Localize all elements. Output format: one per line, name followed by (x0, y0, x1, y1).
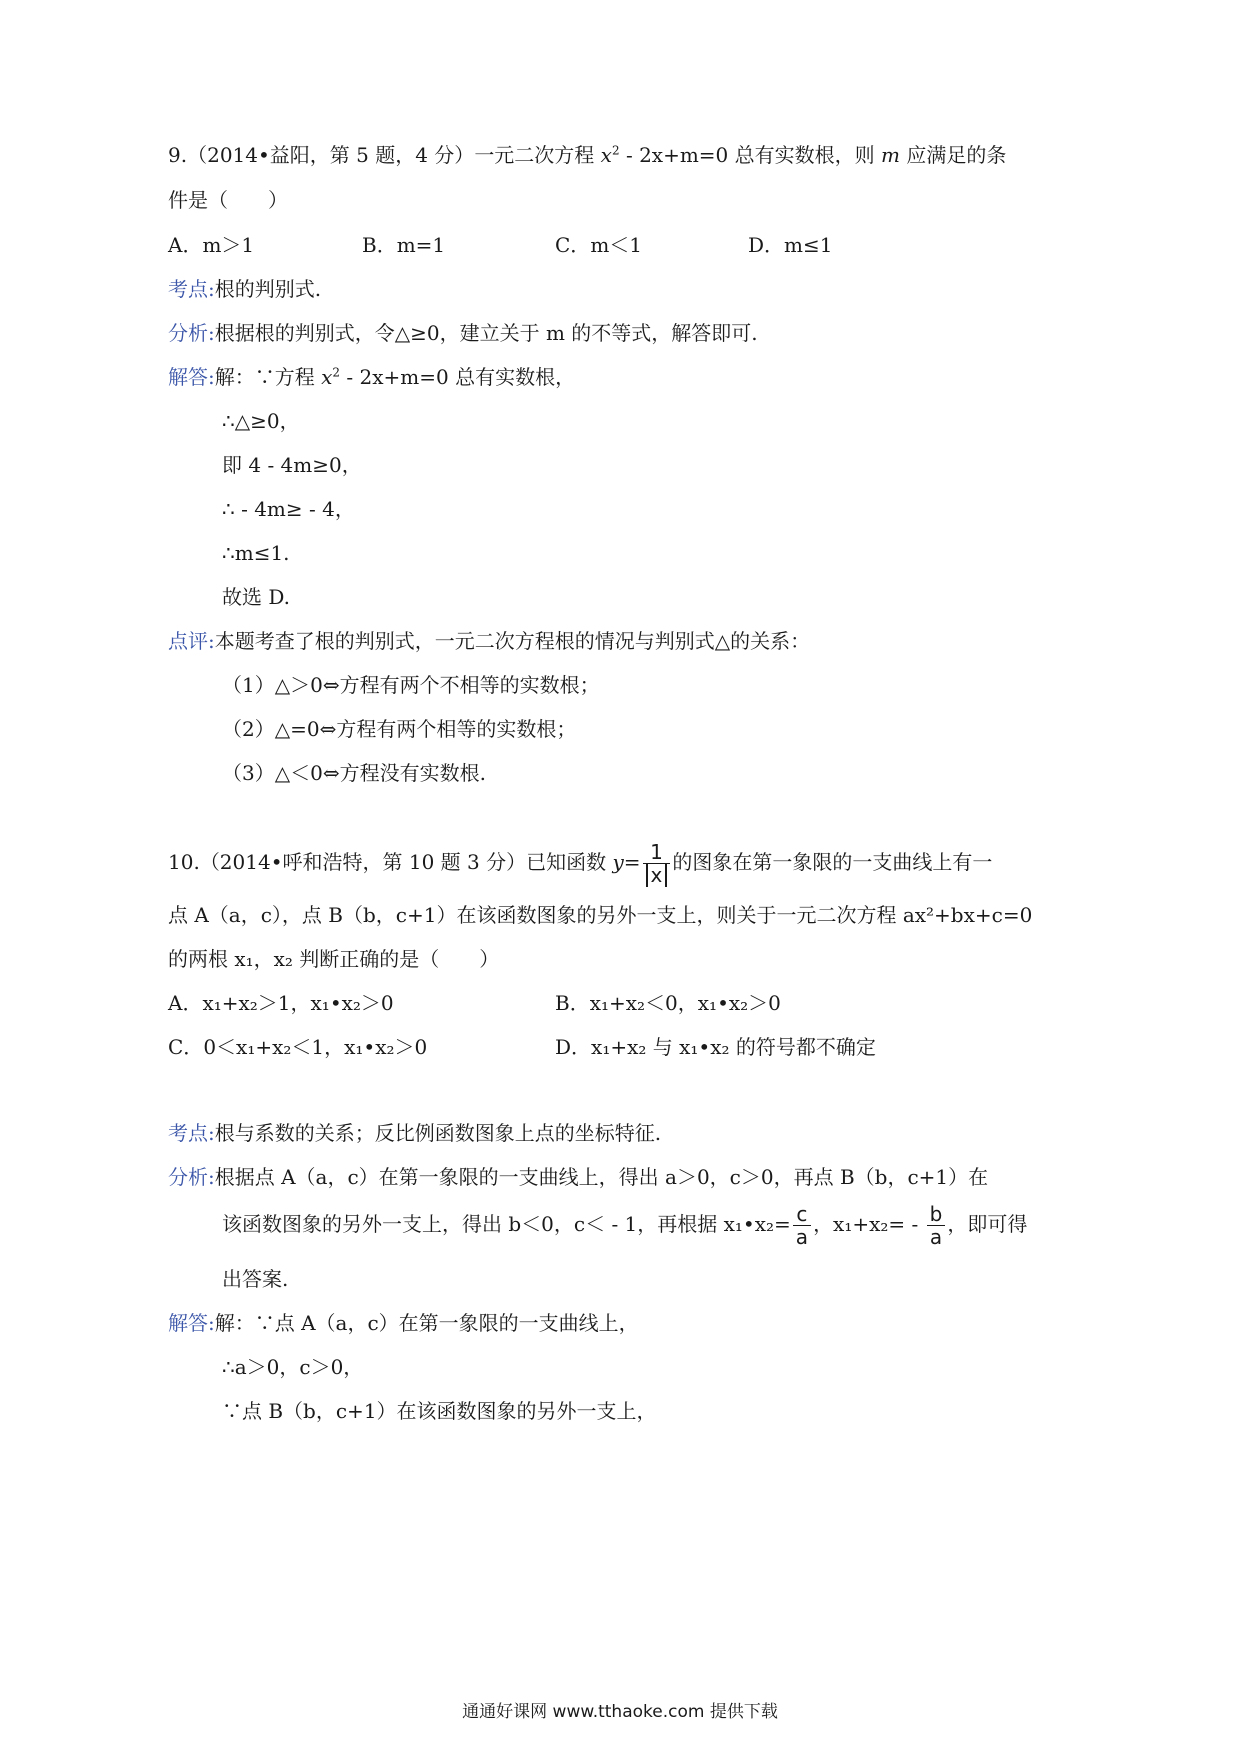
q9-option-d: D．m≤1 (748, 233, 833, 257)
q10-option-c: C．0＜x₁+x₂＜1，x₁•x₂＞0 (168, 1035, 428, 1059)
q9-case: （3）△＜0⇔方程没有实数根. (222, 761, 486, 785)
q9-step: ∴△≥0， (222, 409, 300, 433)
fenxi-label: 分析: (168, 321, 215, 345)
q9-step: 故选 D. (222, 585, 291, 609)
q9-step: ∴m≤1. (222, 541, 290, 565)
q10-fenxi: 分析:根据点 A（a，c）在第一象限的一支曲线上，得出 a＞0，c＞0，再点 B（b，c+1）在 (168, 1165, 989, 1189)
q9-number: 9. (168, 143, 188, 167)
q9-stem-line1: 9.（2014•益阳，第 5 题，4 分）一元二次方程 $x^2 - 2x+m=0$ 总有实数根，则 m 应满足的条 (168, 143, 1007, 167)
jieda-label: 解答: (168, 365, 215, 389)
q9-jieda: 解答:解：∵方程 $x^2 - 2x+m=0$ 总有实数根， (168, 365, 576, 389)
q10-option-b: B．x₁+x₂＜0，x₁•x₂＞0 (555, 991, 781, 1015)
page-footer: 通通好课网 www.tthaoke.com 提供下载 (462, 1702, 778, 1722)
q10-fenxi-line2: 该函数图象的另外一支上，得出 b＜0，c＜ - 1，再根据 x₁•x₂= $\frac{c}{a}$ ，x₁+x₂= - $\frac{b}{a}$ ，即可得 (222, 1202, 1028, 1249)
fraction-c-over-a: $\frac{c}{a}$ (793, 1203, 811, 1248)
q10-fenxi-line3: 出答案. (222, 1267, 289, 1291)
q9-dianping: 点评:本题考查了根的判别式，一元二次方程根的情况与判别式△的关系： (168, 629, 811, 653)
q9-kaodian: 考点:根的判别式. (168, 277, 322, 301)
q9-step: ∴ - 4m≥ - 4， (222, 497, 355, 521)
q10-step: ∴a＞0，c＞0， (222, 1355, 364, 1379)
q9-step: 即 4 - 4m≥0， (222, 453, 362, 477)
q10-jieda: 解答:解：∵点 A（a，c）在第一象限的一支曲线上， (168, 1311, 639, 1335)
q10-step: ∵点 B（b，c+1）在该函数图象的另外一支上， (222, 1399, 657, 1423)
q9-case: （2）△=0⇔方程有两个相等的实数根； (222, 717, 577, 741)
kaodian-label: 考点: (168, 277, 215, 301)
function-fraction: $\frac{1}{x}$ (643, 841, 671, 886)
q10-option-a: A．x₁+x₂＞1，x₁•x₂＞0 (168, 991, 394, 1015)
dianping-label: 点评: (168, 629, 215, 653)
fraction-b-over-a: $\frac{b}{a}$ (927, 1203, 946, 1248)
q10-stem-line1: 10.（2014•呼和浩特，第 10 题 3 分）已知函数 y= $\frac{1}{x}$ 的图象在第一象限的一支曲线上有一 (168, 840, 993, 887)
q10-stem-line2: 点 A（a，c），点 B（b，c+1）在该函数图象的另外一支上，则关于一元二次方程 ax²+bx+c=0 (168, 903, 1033, 927)
kaodian-label: 考点: (168, 1121, 215, 1145)
q9-option-a: A．m＞1 (168, 233, 255, 257)
q10-source: （2014•呼和浩特，第 10 题 3 分） (199, 850, 527, 874)
q10-option-d: D．x₁+x₂ 与 x₁•x₂ 的符号都不确定 (555, 1035, 876, 1059)
q9-stem-line2: 件是（ ） (168, 188, 288, 212)
q9-fenxi: 分析:根据根的判别式，令△≥0，建立关于 m 的不等式，解答即可. (168, 321, 758, 345)
q9-option-c: C．m＜1 (555, 233, 643, 257)
q10-number: 10. (168, 850, 200, 874)
q9-option-b: B．m=1 (362, 233, 446, 257)
q10-kaodian: 考点:根与系数的关系；反比例函数图象上点的坐标特征. (168, 1121, 662, 1145)
jieda-label: 解答: (168, 1311, 215, 1335)
q9-equation: - 2x+m=0 (619, 143, 729, 167)
fenxi-label: 分析: (168, 1165, 215, 1189)
q9-source: （2014•益阳，第 5 题，4 分） (187, 143, 475, 167)
q10-stem-line3: 的两根 x₁，x₂ 判断正确的是（ ） (168, 947, 500, 971)
q9-case: （1）△＞0⇔方程有两个不相等的实数根； (222, 673, 600, 697)
